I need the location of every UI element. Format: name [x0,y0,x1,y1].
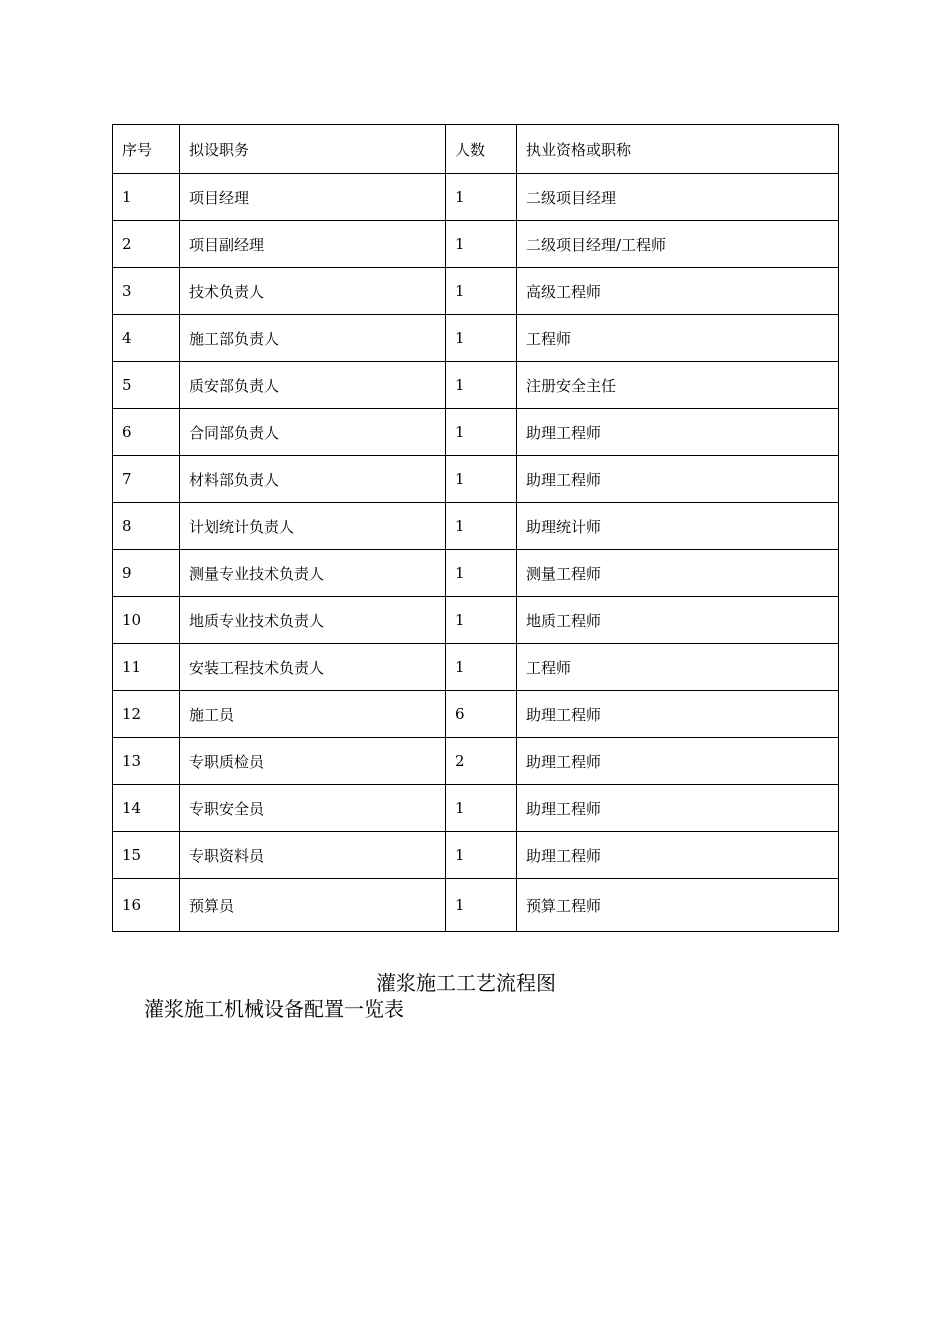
cell-position: 质安部负责人 [180,362,446,409]
table-row [113,174,839,221]
header-position: 拟设职务 [180,125,446,174]
cell-position: 材料部负责人 [180,456,446,503]
cell-serial: 15 [113,832,180,879]
cell-qualification: 二级项目经理/工程师 [517,221,839,268]
equipment-table-caption: 灌浆施工机械设备配置一览表 [144,997,404,1021]
cell-count: 1 [446,879,517,932]
cell-serial: 12 [113,691,180,738]
cell-serial: 6 [113,409,180,456]
table-row [113,456,839,503]
cell-count: 1 [446,456,517,503]
cell-position: 计划统计负责人 [180,503,446,550]
table-row [113,409,839,456]
table-row [113,503,839,550]
cell-serial: 7 [113,456,180,503]
cell-serial: 8 [113,503,180,550]
cell-serial: 11 [113,644,180,691]
cell-serial: 5 [113,362,180,409]
cell-position: 专职资料员 [180,832,446,879]
cell-qualification: 助理工程师 [517,691,839,738]
table-row [113,832,839,879]
table-row [113,362,839,409]
table-row [113,550,839,597]
cell-position: 施工部负责人 [180,315,446,362]
cell-count: 1 [446,174,517,221]
cell-count: 2 [446,738,517,785]
cell-position: 安装工程技术负责人 [180,644,446,691]
cell-position: 预算员 [180,879,446,932]
cell-serial: 13 [113,738,180,785]
cell-qualification: 工程师 [517,315,839,362]
cell-count: 1 [446,550,517,597]
cell-serial: 1 [113,174,180,221]
table-row [113,268,839,315]
cell-position: 专职安全员 [180,785,446,832]
cell-qualification: 助理工程师 [517,785,839,832]
cell-qualification: 助理工程师 [517,832,839,879]
header-count: 人数 [446,125,517,174]
flow-chart-caption: 灌浆施工工艺流程图 [376,971,556,995]
table-row [113,879,839,932]
cell-count: 1 [446,832,517,879]
cell-qualification: 助理工程师 [517,456,839,503]
table-row [113,597,839,644]
cell-serial: 9 [113,550,180,597]
cell-count: 1 [446,315,517,362]
cell-position: 技术负责人 [180,268,446,315]
cell-qualification: 预算工程师 [517,879,839,932]
table-row [113,644,839,691]
cell-qualification: 助理统计师 [517,503,839,550]
cell-position: 地质专业技术负责人 [180,597,446,644]
cell-count: 1 [446,221,517,268]
cell-position: 施工员 [180,691,446,738]
header-qualification: 执业资格或职称 [517,125,839,174]
cell-count: 1 [446,503,517,550]
staffing-table [112,124,839,932]
cell-count: 1 [446,644,517,691]
cell-position: 项目经理 [180,174,446,221]
cell-qualification: 地质工程师 [517,597,839,644]
cell-count: 6 [446,691,517,738]
header-serial: 序号 [113,125,180,174]
cell-qualification: 高级工程师 [517,268,839,315]
cell-serial: 3 [113,268,180,315]
cell-position: 测量专业技术负责人 [180,550,446,597]
cell-count: 1 [446,597,517,644]
cell-serial: 4 [113,315,180,362]
cell-count: 1 [446,409,517,456]
table-row [113,315,839,362]
cell-qualification: 工程师 [517,644,839,691]
cell-position: 合同部负责人 [180,409,446,456]
cell-qualification: 助理工程师 [517,738,839,785]
table-row [113,785,839,832]
cell-position: 专职质检员 [180,738,446,785]
cell-qualification: 助理工程师 [517,409,839,456]
cell-count: 1 [446,785,517,832]
cell-position: 项目副经理 [180,221,446,268]
cell-serial: 14 [113,785,180,832]
table-header-row [113,125,839,174]
cell-qualification: 测量工程师 [517,550,839,597]
cell-serial: 16 [113,879,180,932]
cell-qualification: 二级项目经理 [517,174,839,221]
table-row [113,691,839,738]
cell-count: 1 [446,362,517,409]
table-row [113,738,839,785]
cell-serial: 2 [113,221,180,268]
cell-serial: 10 [113,597,180,644]
cell-qualification: 注册安全主任 [517,362,839,409]
cell-count: 1 [446,268,517,315]
table-row [113,221,839,268]
